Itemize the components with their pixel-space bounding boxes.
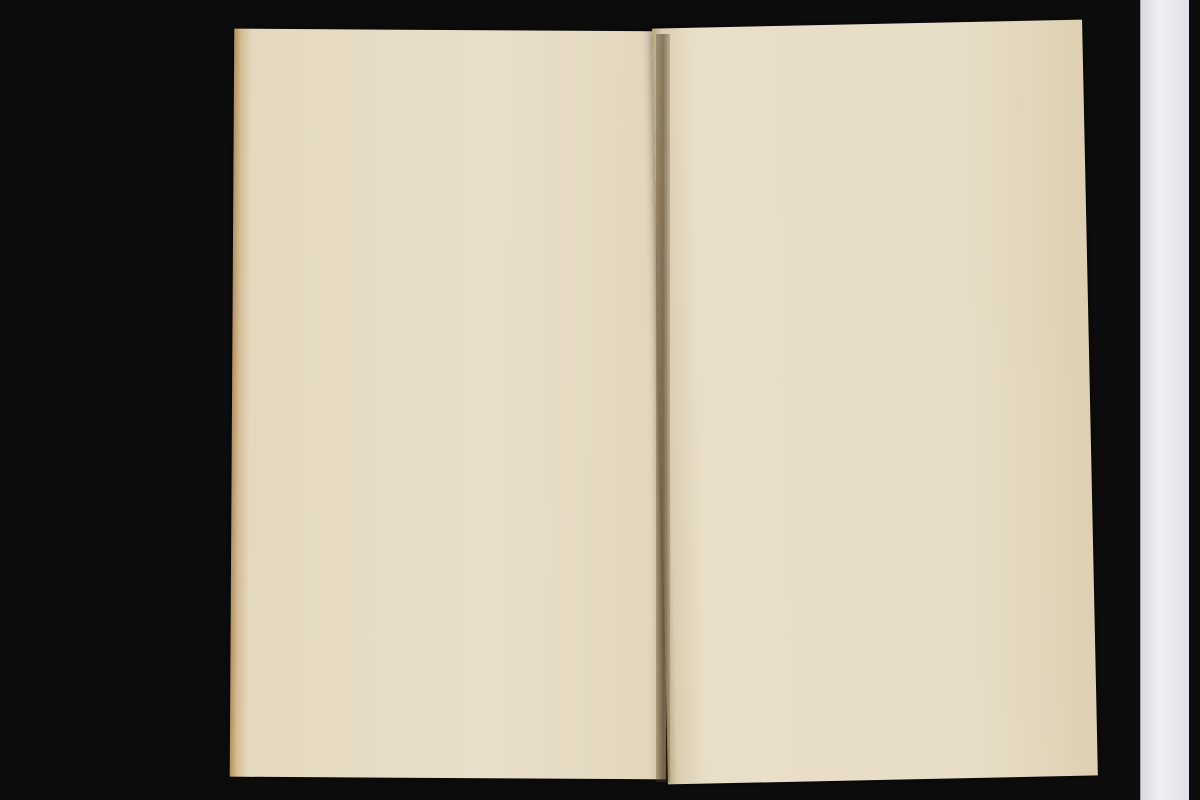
left-page: [230, 29, 671, 780]
right-page: [652, 20, 1098, 785]
measuring-ruler: [1140, 0, 1189, 800]
left-page-text: [326, 76, 656, 106]
open-book: [232, 30, 1092, 782]
book-gutter: [656, 34, 670, 782]
